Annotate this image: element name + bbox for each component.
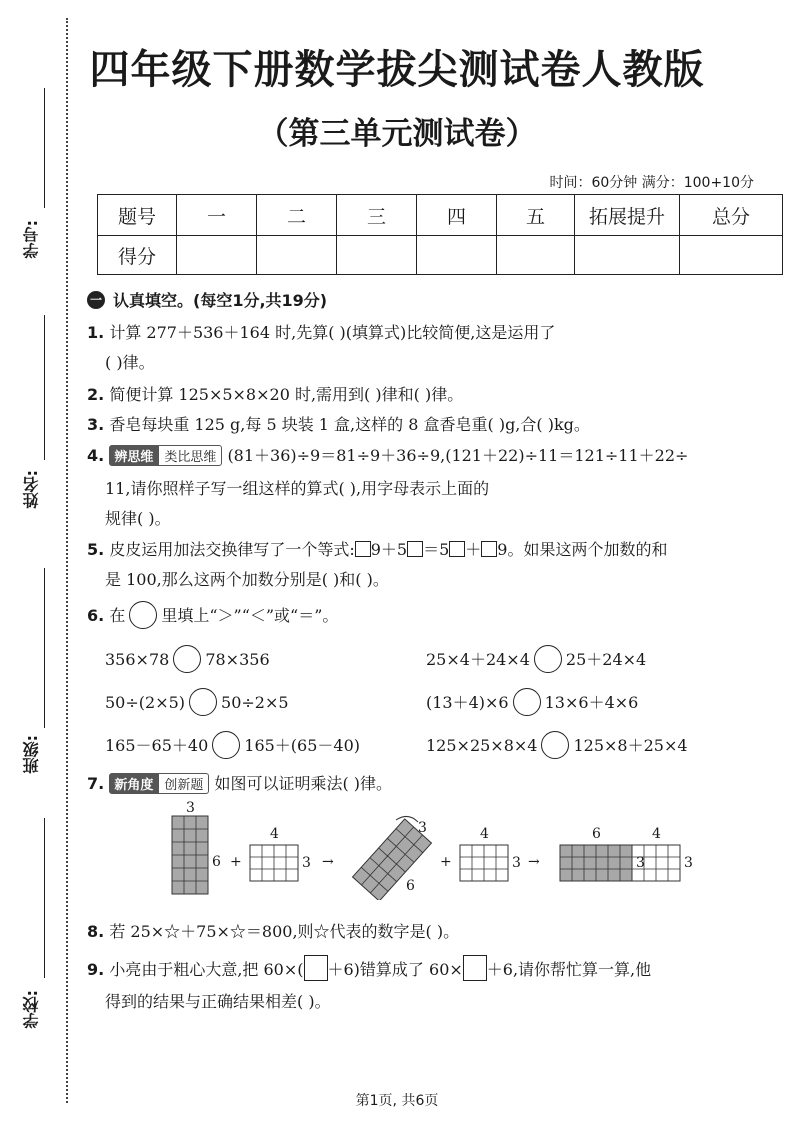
header-cell: 四 [417,195,497,236]
compare-item [426,731,688,759]
question-2 [87,382,463,405]
blank-box[interactable] [463,955,487,981]
multiplication-grid-figure [160,800,720,900]
question-7 [87,771,392,794]
score-cell[interactable] [337,236,417,275]
expr-left: 125×25×8×4 [426,736,538,755]
question-text: 皮皮运用加法交换律写了一个等式: [109,540,355,559]
class-line[interactable] [44,568,45,728]
question-number: 9. [87,960,105,979]
blank-box[interactable] [481,541,497,557]
grid-label: 6 [212,854,221,870]
expr-left: 356×78 [105,650,170,669]
score-row-label: 得分 [98,236,177,275]
question-text: 9。如果这两个加数的和 [497,540,668,559]
page-footer: 第1页, 共6页 [355,1093,439,1109]
question-1 [87,320,555,343]
compare-circle[interactable] [513,688,541,716]
question-number: 3. [87,415,105,434]
tag-badge: 类比思维 [158,445,222,466]
header-cell: 五 [497,195,575,236]
name-line[interactable] [44,315,45,460]
school-line[interactable] [44,818,45,978]
question-5-line-2: 是 100,那么这两个加数分别是( )和( )。 [105,570,389,589]
question-number: 1. [87,323,105,342]
compare-circle[interactable] [212,731,240,759]
expr-right: 13×6＋4×6 [544,693,639,712]
score-cell[interactable] [497,236,575,275]
school-label: 学校: [22,990,41,1029]
grid-label: 3 [684,855,693,871]
compare-item [105,731,360,759]
question-text: 简便计算 125×5×8×20 时,需用到( )律和( )律。 [109,385,464,404]
question-text: 9＋5 [370,540,408,559]
compare-circle[interactable] [534,645,562,673]
expr-right: 165＋(65－40) [244,736,361,755]
score-cell[interactable] [257,236,337,275]
question-text: 计算 277＋536＋164 时,先算( )(填算式)比较简便,这是运用了 [109,323,556,342]
question-text: ＝5 [423,540,450,559]
class-label: 班级: [22,735,41,774]
score-cell[interactable] [575,236,680,275]
compare-circle-example [129,601,157,629]
expr-left: (13＋4)×6 [426,693,509,712]
compare-item [105,645,270,673]
expr-right: 25＋24×4 [565,650,647,669]
blank-box[interactable] [355,541,371,557]
question-text: 香皂每块重 125 g,每 5 块装 1 盒,这样的 8 盒香皂重( )g,合( )kg。 [109,415,590,434]
question-text: 里填上“＞”“＜”或“＝”。 [161,606,339,625]
question-text: 若 25×☆＋75×☆＝800,则☆代表的数字是( )。 [109,922,460,941]
question-9-line-2: 得到的结果与正确结果相差( )。 [105,992,331,1011]
expr-left: 25×4＋24×4 [426,650,530,669]
question-3 [87,412,590,435]
grid-4x3 [250,845,298,881]
header-cell: 二 [257,195,337,236]
blank-box[interactable] [304,955,328,981]
arrow: → [322,854,334,870]
expr-right: 78×356 [205,650,270,669]
compare-item [105,688,289,716]
grid-label: 4 [270,826,279,842]
compare-item [426,688,638,716]
question-number: 6. [87,606,105,625]
header-cell: 三 [337,195,417,236]
tag-badge: 辨思维 [109,445,158,466]
blank-box[interactable] [449,541,465,557]
expr-right: 125×8＋25×4 [573,736,688,755]
grid-label: 3 [302,855,311,871]
time-info: 时间：60分钟 满分：100+10分 [549,175,754,191]
question-text: ＋ [465,540,482,559]
grid-label: 4 [480,826,489,842]
blank-box[interactable] [407,541,423,557]
tag-badge: 新角度 [109,773,158,794]
plus-sign: + [230,854,242,870]
expr-right: 50÷2×5 [221,693,289,712]
question-8 [87,919,459,942]
grid-label: 4 [652,826,661,842]
section-header [87,288,327,311]
question-text: (81＋36)÷9＝81÷9＋36÷9,(121＋22)÷11＝121÷11＋22÷ [227,446,689,465]
grid-label: 3 [636,855,645,871]
grid-label: 6 [592,826,601,842]
compare-item [426,645,646,673]
header-cell: 拓展提升 [575,195,680,236]
question-9 [87,955,651,981]
expr-left: 165－65＋40 [105,736,209,755]
name-label: 姓名: [22,470,41,509]
question-4-line-2: 11,请你照样子写一组这样的算式( ),用字母表示上面的 [105,479,490,498]
compare-circle[interactable] [541,731,569,759]
question-6 [87,601,338,629]
header-cell: 总分 [680,195,783,236]
question-text: 小亮由于粗心大意,把 60×( [109,960,304,979]
question-1-line-2: ( )律。 [105,353,155,372]
page-title: 四年级下册数学拔尖测试卷人教版 [89,47,705,93]
grid-label: 3 [512,855,521,871]
grid-label: 3 [418,820,427,836]
student-id-label: 学号: [22,220,41,259]
binding-dotted-line [66,18,68,1103]
grid-4x3 [460,845,508,881]
question-number: 2. [87,385,105,404]
score-cell[interactable] [680,236,783,275]
question-text: 在 [109,606,126,625]
question-text: ＋6,请你帮忙算一算,他 [486,960,652,979]
header-cell: 一 [177,195,257,236]
grid-label: 3 [186,800,195,816]
question-number: 7. [87,774,105,793]
header-cell: 题号 [98,195,177,236]
question-text: ＋6)错算成了 60× [327,960,463,979]
question-4-line-3: 规律( )。 [105,509,171,528]
question-5 [87,537,667,560]
compare-circle[interactable] [189,688,217,716]
question-text: 如图可以证明乘法( )律。 [214,774,393,793]
tag-badge: 创新题 [158,773,209,794]
question-4 [87,443,688,466]
score-cell[interactable] [177,236,257,275]
compare-circle[interactable] [173,645,201,673]
grid-3x6-shaded [172,816,208,894]
page-subtitle: （第三单元测试卷） [257,116,537,152]
question-number: 8. [87,922,105,941]
grid-combined [560,845,680,881]
question-number: 4. [87,446,105,465]
expr-left: 50÷(2×5) [105,693,186,712]
arrow: → [528,854,540,870]
score-table [97,194,783,275]
question-number: 5. [87,540,105,559]
score-cell[interactable] [417,236,497,275]
section-title: 认真填空。(每空1分,共19分) [113,291,328,310]
grid-label: 6 [406,878,415,894]
plus-sign: + [440,854,452,870]
section-number: 一 [87,291,105,309]
